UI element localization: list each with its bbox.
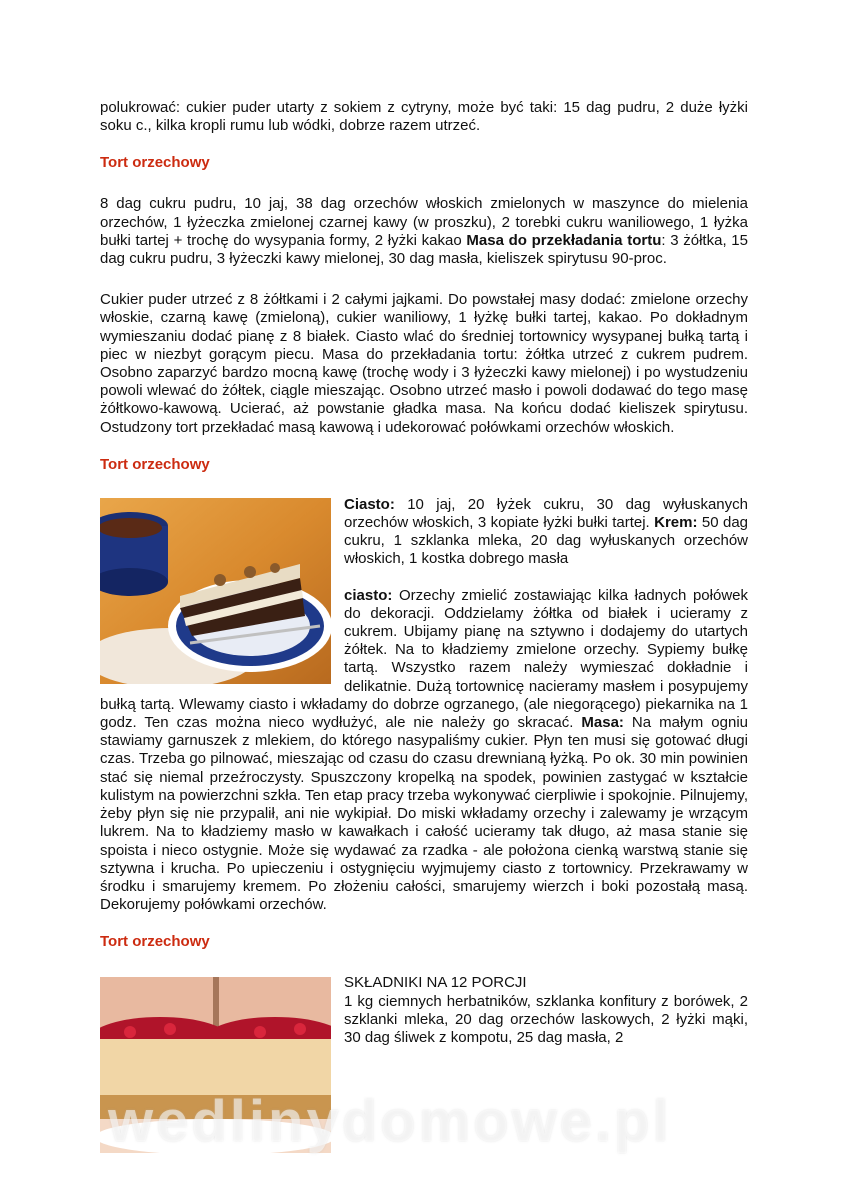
servings-label: SKŁADNIKI NA 12 PORCJI: [344, 974, 527, 992]
masa-method: Na małym ogniu stawiamy garnuszek z mlekiem, do którego nasypaliśmy cukier. Płyn ten musi się gotować długi czas. Trzeba go pilnować, mieszając od czasu do czasu drewnianą łyżką. Po ok. 30 min powinien stać się niemal przeźroczysty. Spuszczony kropelką na spodek, powinien zastygać w kształcie kulistym na powierzchni szkła. Ten etap pracy trzeba wykonywać cierpliwie i spokojnie. Pilnujemy, żeby płyn się nie przypalił, ani nie wykipiał. Do miski wkładamy orzechy i zalewamy je wrzącym lukrem. Na to kładziemy masło w kawałkach i całość ucieramy tak długo, aż masa stanie się spoista i nieco ostygnie. Może się wydawać za rzadka - ale położona cienką warstwą stanie się sztywna i krucha. Po upieczeniu i ostygnięciu wyjmujemy ciasto z tortownicy. Przekrawamy w środku i smarujemy kremem. Po złożeniu całości, smarujemy wierzch i boki pozostałą masą. Dekorujemy połówkami orzechów.: [100, 714, 748, 914]
ciasto-method-label: ciasto:: [344, 586, 393, 604]
section1-ingredients-text-a: 8 dag cukru pudru, 10 jaj, 38 dag orzechów włoskich zmielonych w maszynce do mielenia orzechów, 1 łyżeczka zmielonej czarnej kawy (w proszku), 2 torebki cukru waniliowego, 1 łyżka bułki tartej + trochę do wysypania formy, 2 łyżki kakao: [100, 195, 748, 249]
krem-ingredients: 50 dag cukru, 1 szklanka mleka, 20 dag wyłuskanych orzechów włoskich, 1 kostka dobrego masła: [344, 514, 749, 568]
watermark-text: wedlinydomowe.pl: [108, 1089, 672, 1154]
cake-slice-photo: [100, 498, 331, 684]
section1-ingredients-bold: Masa do przekładania tortu: [466, 231, 662, 249]
ciasto-method: Orzechy zmielić zostawiając kilka ładnych połówek do dekoracji. Oddzielamy żółtka od białek i ucieramy z cukrem. Ubijamy pianę na sztywno i dodajemy do utartych żółtek. Na to kładziemy zmielone orzechy. Sypiemy bułkę tartą. Wszystko razem należy wymieszać dokładnie i delikatnie. Dużą tortownicę nacieramy masłem i posypujemy bułką tartą. Wlewamy ciasto i wkładamy do dobrze ogrzanego, (ale niegorącego) piekarnika na 1 godz. Ten czas można nieco wydłużyć, ale nie należy go skracać.: [100, 586, 748, 732]
section1-ingredients-text-b: : 3 żółtka, 15 dag cukru pudru, 3 łyżeczki kawy mielonej, 30 dag masła, kieliszek spirytusu 90-proc.: [100, 231, 748, 268]
masa-label: Masa:: [581, 714, 624, 732]
section2-body: [100, 496, 748, 914]
section1-ingredients: [100, 195, 748, 268]
section-title-2: Tort orzechowy: [100, 455, 210, 473]
section-title-3: Tort orzechowy: [100, 933, 210, 951]
section3-ingredients: 1 kg ciemnych herbatników, szklanka konfitury z borówek, 2 szklanki mleka, 20 dag orzechów laskowych, 2 łyżki mąki, 30 dag śliwek z kompotu, 25 dag masła, 2: [344, 992, 748, 1046]
ciasto-ingredients: 10 jaj, 20 łyżek cukru, 30 dag wyłuskanych orzechów włoskich, 3 kopiate łyżki bułki tartej.: [344, 495, 748, 532]
section3-body: [100, 974, 748, 1047]
ciasto-label: Ciasto:: [344, 495, 395, 513]
section-title-1: Tort orzechowy: [100, 154, 210, 172]
intro-paragraph: polukrować: cukier puder utarty z sokiem z cytryny, może być taki: 15 dag pudru, 2 duże łyżki soku c., kilka kropli rumu lub wódki, dobrze razem utrzeć.: [100, 99, 748, 135]
document-page: [100, 99, 748, 1153]
krem-label: Krem:: [654, 514, 698, 532]
section1-method: Cukier puder utrzeć z 8 żółtkami i 2 całymi jajkami. Do powstałej masy dodać: zmielone orzechy włoskie, czarną kawę (zmieloną), cukier waniliowy, 1 łyżkę bułki tartej, kakao. Po dokładnym wymieszaniu dodać pianę z 8 białek. Ciasto wlać do średniej tortownicy wysypanej bułką tartą i piec w niezbyt gorącym piecu. Masa do przekładania tortu: żółtka utrzeć z cukrem pudrem. Osobno zaparzyć bardzo mocną kawę (trochę wody i 3 łyżeczki kawy mielonej) i po wystudzeniu powoli wlewać do żółtek, ciągle mieszając. Osobno utrzeć masło i powoli dodawać do tego masę żółtkowo-kawową. Ucierać, aż powstanie gładka masa. Na końcu dodać kieliszek spirytusu. Ostudzony tort przekładać masą kawową i udekorować połówkami orzechów włoskich.: [100, 291, 748, 436]
